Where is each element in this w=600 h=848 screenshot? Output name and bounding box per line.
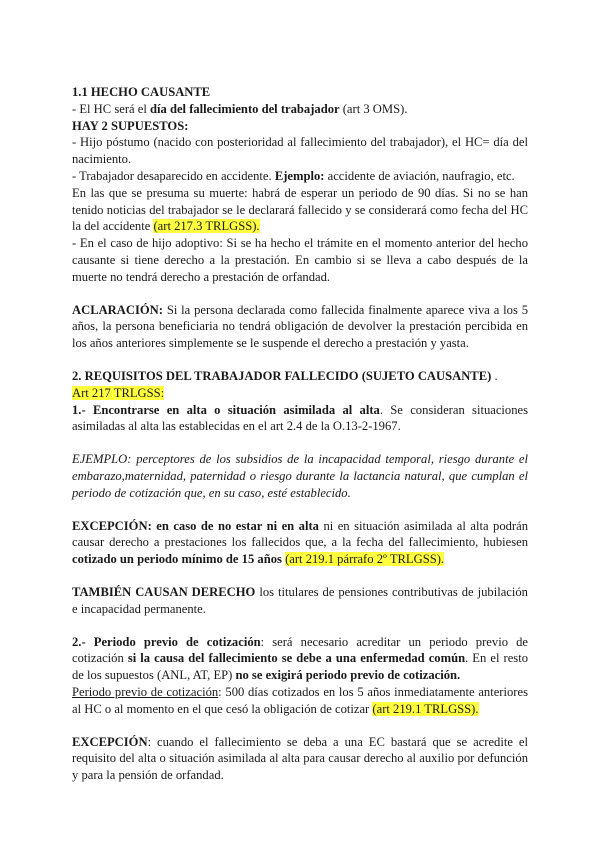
periodo-paragraph: Periodo previo de cotización: 500 días cotizados en los 5 años inmediatamente anteriores al HC o al momento en el que cesó la obligación de cotizar (art 219.1 TRLGSS). (72, 684, 528, 716)
hijo-postumo-paragraph: - Hijo póstumo (nacido con posterioridad al fallecimiento del trabajador), el HC= día del nacimiento. (72, 135, 528, 167)
legal-reference-highlight: (art 219.1 párrafo 2º TRLGSS). (285, 552, 445, 567)
document-content (72, 84, 528, 784)
legal-reference-highlight: Art 217 TRLGSS: (72, 385, 165, 400)
ejemplo-paragraph: EJEMPLO: perceptores de los subsidios de la incapacidad temporal, riesgo durante el embarazo,maternidad, paternidad o riesgo durante la lactancia natural, que cumplan el periodo de cotización que, en su caso, esté establecido. (72, 452, 528, 500)
adoptivo-paragraph: - En el caso de hijo adoptivo: Si se ha hecho el trámite en el momento anterior del hecho causante si tiene derecho a la prestación. En cambio si se lleva a cabo después de la muerte no tendrá derecho a prestación de orfandad. (72, 236, 528, 284)
aclaracion-paragraph: ACLARACIÓN: Si la persona declarada como fallecida finalmente aparece viva a los 5 años, la persona beneficiaria no tendrá obligación de devolver la prestación percibida en los años anteriores simplemente se le suspende el derecho a prestación y yasta. (72, 302, 528, 351)
presume-paragraph: En las que se presuma su muerte: habrá de esperar un periodo de 90 días. Si no se han tenido noticias del trabajador se le declarará fallecido y se considerará como fecha del HC la del accidente (art 217.3 TRLGSS). (72, 185, 528, 234)
desaparecido-paragraph: - Trabajador desaparecido en accidente. Ejemplo: accidente de aviación, naufragio, etc. (72, 168, 515, 183)
excepcion-1-paragraph: EXCEPCIÓN: en caso de no estar ni en alta ni en situación asimilada al alta podrán causar derecho a prestaciones los fallecidos que, a la fecha del fallecimiento, hubiesen cotizado un periodo mínimo de 15 años (art 219.1 párrafo 2º TRLGSS). (72, 518, 528, 567)
excepcion-2-paragraph: EXCEPCIÓN: cuando el fallecimiento se deba a una EC bastará que se acredite el requisito del alta o situación asimilada al alta para causar derecho al auxilio por defunción y para la pensión de orfandad. (72, 734, 528, 783)
legal-reference-highlight: (art 217.3 TRLGSS). (153, 219, 260, 234)
requisito-2-paragraph: 2.- Periodo previo de cotización: será necesario acreditar un periodo previo de cotización si la causa del fallecimiento se debe a una enfermedad común. En el resto de los supuestos (ANL, AT, EP) no se exigirá periodo previo de cotización. (72, 634, 528, 683)
requisito-1-paragraph: 1.- Encontrarse en alta o situación asimilada al alta. Se consideran situaciones asimiladas al alta las establecidas en el art 2.4 de la O.13-2-1967. (72, 402, 529, 434)
art-reference (72, 385, 528, 402)
tambien-paragraph: TAMBIÉN CAUSAN DERECHO los titulares de pensiones contributivas de jubilación e incapacidad permanente. (72, 584, 528, 616)
section-2-heading: 2. REQUISITOS DEL TRABAJADOR FALLECIDO (SUJETO CAUSANTE) . (72, 368, 498, 383)
supuestos-subheading: HAY 2 SUPUESTOS: (72, 118, 189, 133)
hecho-causante-line: - El HC será el día del fallecimiento del trabajador (art 3 OMS). (72, 101, 408, 116)
section-1-heading: 1.1 HECHO CAUSANTE (72, 85, 211, 99)
legal-reference-highlight: (art 219.1 TRLGSS). (372, 701, 479, 716)
